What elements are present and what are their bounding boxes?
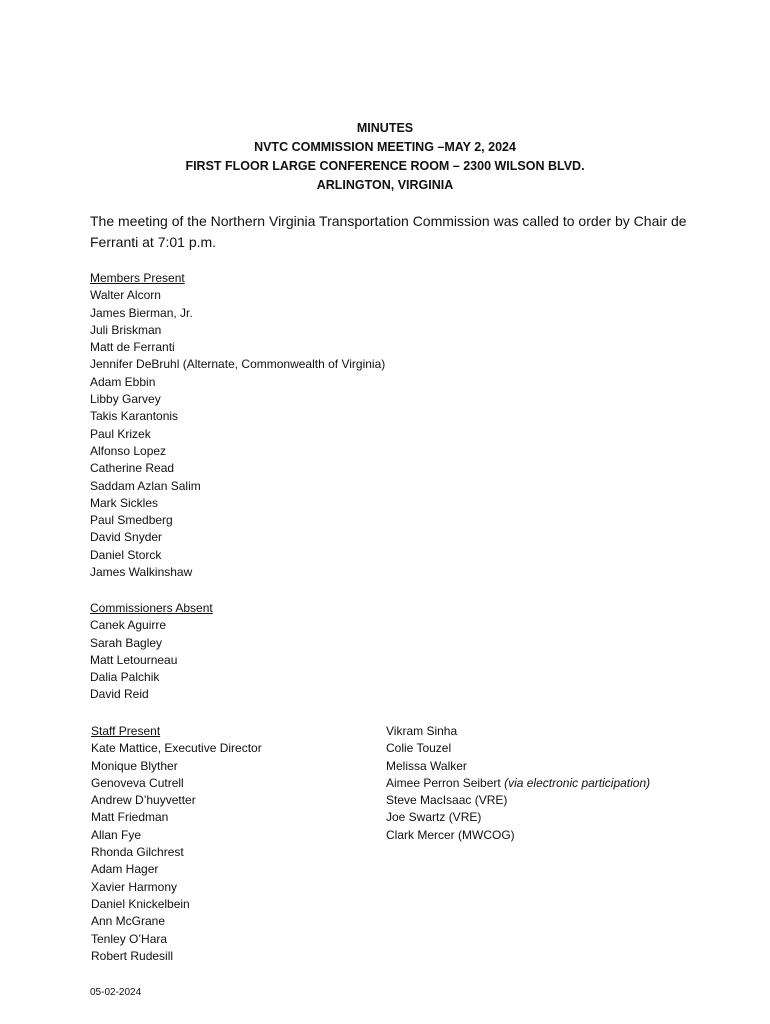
members-present-section — [90, 270, 385, 581]
member-name: Daniel Storck — [90, 547, 162, 562]
staff-present-right-column — [386, 723, 650, 844]
minutes-header — [0, 119, 770, 195]
staff-name: Allan Fye — [91, 827, 142, 842]
staff-name: Melissa Walker — [386, 758, 467, 773]
member-name: David Snyder — [90, 530, 163, 545]
staff-name: Matt Friedman — [91, 810, 169, 825]
member-name: Takis Karantonis — [90, 409, 179, 424]
staff-name: Xavier Harmony — [91, 879, 178, 894]
member-name: Mark Sickles — [90, 495, 159, 510]
member-name: Saddam Azlan Salim — [90, 478, 201, 493]
header-location: FIRST FLOOR LARGE CONFERENCE ROOM – 2300 WILSON BLVD. — [185, 159, 585, 173]
member-name: James Walkinshaw — [90, 565, 193, 580]
absent-name: Matt Letourneau — [90, 652, 178, 667]
member-name: Libby Garvey — [90, 392, 161, 407]
header-city: ARLINGTON, VIRGINIA — [316, 178, 454, 192]
staff-name-remote — [386, 775, 650, 792]
header-title: MINUTES — [356, 121, 414, 135]
absent-name: Sarah Bagley — [90, 635, 163, 650]
staff-present-section — [91, 723, 262, 965]
staff-present-heading: Staff Present — [91, 724, 161, 738]
member-name: Catherine Read — [90, 461, 175, 476]
member-name: Adam Ebbin — [90, 374, 156, 389]
header-meeting: NVTC COMMISSION MEETING –MAY 2, 2024 — [254, 140, 516, 154]
staff-name: Vikram Sinha — [386, 724, 458, 738]
member-name: Jennifer DeBruhl (Alternate, Commonwealth of Virginia) — [90, 357, 386, 372]
member-name: James Bierman, Jr. — [90, 305, 193, 320]
members-present-heading: Members Present — [90, 271, 185, 285]
staff-name: Andrew D’huyvetter — [91, 793, 196, 808]
staff-name: Tenley O’Hara — [91, 931, 168, 946]
staff-name: Monique Blyther — [91, 758, 178, 773]
staff-name: Joe Swartz (VRE) — [386, 810, 482, 825]
intro-paragraph: The meeting of the Northern Virginia Transportation Commission was called to order by Chair de Ferranti at 7:01 p.m. — [90, 213, 687, 250]
staff-name: Aimee Perron Seibert — [386, 775, 501, 790]
footer-date: 05-02-2024 — [90, 987, 142, 998]
staff-name: Steve MacIsaac (VRE) — [386, 793, 508, 808]
member-name: Paul Smedberg — [90, 513, 173, 528]
member-name: Juli Briskman — [90, 322, 162, 337]
staff-name: Daniel Knickelbein — [91, 896, 190, 911]
absent-name: David Reid — [90, 687, 149, 702]
staff-name: Kate Mattice, Executive Director — [91, 741, 262, 756]
commissioners-absent-section — [90, 600, 213, 704]
staff-name: Adam Hager — [91, 862, 159, 877]
member-name: Walter Alcorn — [90, 288, 161, 303]
commissioners-absent-heading: Commissioners Absent — [90, 601, 213, 615]
staff-name: Clark Mercer (MWCOG) — [386, 827, 515, 842]
staff-name: Rhonda Gilchrest — [91, 845, 184, 860]
staff-name: Colie Touzel — [386, 741, 452, 756]
electronic-participation-note: (via electronic participation) — [504, 775, 651, 790]
staff-name: Genoveva Cutrell — [91, 775, 184, 790]
member-name: Matt de Ferranti — [90, 340, 175, 355]
staff-name: Robert Rudesill — [91, 948, 174, 963]
absent-name: Canek Aguirre — [90, 618, 167, 633]
staff-name: Ann McGrane — [91, 914, 166, 929]
member-name: Alfonso Lopez — [90, 443, 167, 458]
member-name: Paul Krizek — [90, 426, 151, 441]
absent-name: Dalia Palchik — [90, 670, 160, 685]
